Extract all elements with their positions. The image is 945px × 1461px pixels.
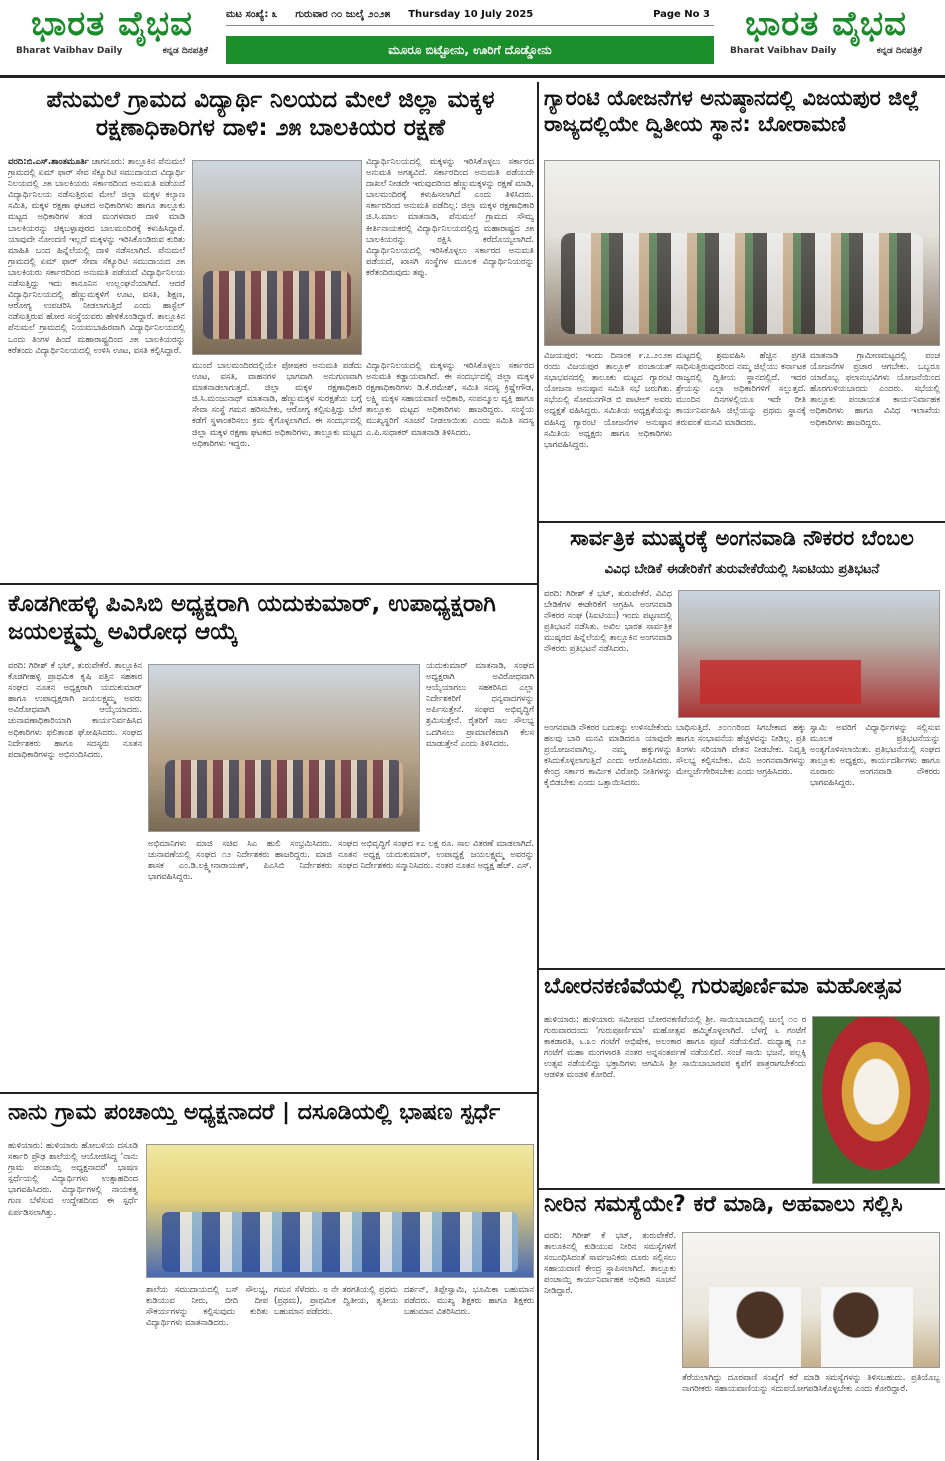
brand-logo-left [6,2,218,74]
tagline: ಮೂರೂ ಬಿಟ್ಟೋನು, ಊರಿಗೆ ದೊಡ್ಡೋನು [226,36,714,64]
article-photo [192,160,362,355]
section-divider [539,521,945,523]
brand-title: ಭಾರತ ವೈಭವ [31,4,193,44]
article-body: ಮಟ್ಟದಲ್ಲಿ ಶ್ರಮವಹಿಸಿ ಹೆಚ್ಚಿನ ಪ್ರಗತಿ ಸಾಧಿಸುತ್ತಿರುವುದರಿಂದ ನಮ್ಮ ಜಿಲ್ಲೆಯು ಕರ್ನಾಟಕ ರಾಜ್ಯದಲ್ಲಿ ದ್ವಿತೀಯ ಸ್ಥಾನದಲ್ಲಿದೆ. ಇದರ ಶ್ರೇಯಸ್ಸು ಎಲ್ಲಾ ಅಧಿಕಾರಿಗಳಿಗೆ ಸಲ್ಲುತ್ತದೆ. ಮುಂದಿನ ದಿನಗಳಲ್ಲಿಯೂ ಇದೇ ರೀತಿ ಕಾರ್ಯನಿರ್ವಹಿಸಿ ಜಿಲ್ಲೆಯನ್ನು ಪ್ರಥಮ ಸ್ಥಾನಕ್ಕೆ ತರುವಂತೆ ಮನವಿ ಮಾಡಿದರು. [676,350,806,427]
date-en: Thursday 10 July 2025 [408,9,534,20]
brand-sub-en: Bharat Vaibhav Daily [730,46,837,56]
article-body: ಶಾಲೆಯ ಸಮುದಾಯದಲ್ಲಿ ಬಸ್ ಸೌಲಭ್ಯ, ಕುಡಿಯುವ ನೀರು, ಬೀದಿ ದೀಪ ಸೌಕರ್ಯಗಳನ್ನು ಕಲ್ಪಿಸುವುದು ಕುರಿತು ವಿದ್ಯಾರ್ಥಿಗಳು ಮಾತನಾಡಿದರು. [146,1284,268,1328]
article-body: ಹುಳಿಯಾರು: ಹುಳಿಯಾರು ಹೋಬಳಿಯ ದಸೂಡಿ ಸರ್ಕಾರಿ ಪ್ರೌಢ ಶಾಲೆಯಲ್ಲಿ ಆಯೋಜಿಸಿದ್ದ 'ನಾನು ಗ್ರಾಮ ಪಂಚಾಯ್ತಿ ಅಧ್ಯಕ್ಷನಾದರೆ' ಭಾಷಣ ಸ್ಪರ್ಧೆಯಲ್ಲಿ ವಿದ್ಯಾರ್ಥಿಗಳು ಉತ್ಸಾಹದಿಂದ ಭಾಗವಹಿಸಿದರು. ವಿದ್ಯಾರ್ಥಿಗಳಲ್ಲಿ ನಾಯಕತ್ವ ಗುಣ ಬೆಳೆಸುವ ಉದ್ದೇಶದಿಂದ ಈ ಸ್ಪರ್ಧೆ ಏರ್ಪಡಿಸಲಾಗಿತ್ತು. [8,1140,138,1217]
article-body: ಅಭಿಮಾನಿಗಳು ಮಾಜಿ ಸಚಿವ ಸಿಎ ಹುಲಿ ಸಂಭ್ರಮಿಸಿದರು. ಚುನಾವಣೆಯಲ್ಲಿ ಸಂಘದ ೧೨ ನಿರ್ದೇಶಕರು ಹಾಜರಿದ್ದರು. ಮಾಜಿ ಶಾಸಕ ಎಂ.ಡಿ.ಲಕ್ಷ್ಮೀನಾರಾಯಣ್, ಪಿಎಸಿಬಿ ನಿರ್ದೇಶಕರು ಭಾಗವಹಿಸಿದ್ದರು. [148,838,332,882]
article-body: ಯದುಕುಮಾರ್ ಮಾತನಾಡಿ, ಸಂಘದ ಅಧ್ಯಕ್ಷರಾಗಿ ಅವಿರೋಧವಾಗಿ ಆಯ್ಕೆಯಾಗಲು ಸಹಕರಿಸಿದ ಎಲ್ಲಾ ನಿರ್ದೇಶಕರಿಗೆ ಧನ್ಯವಾದಗಳನ್ನು ಅರ್ಪಿಸುತ್ತೇನೆ. ಸಂಘದ ಅಭಿವೃದ್ಧಿಗೆ ಶ್ರಮಿಸುತ್ತೇನೆ. ರೈತರಿಗೆ ಸಾಲ ಸೌಲಭ್ಯ ಒದಗಿಸಲು ಪ್ರಾಮಾಣಿಕವಾಗಿ ಕೆಲಸ ಮಾಡುತ್ತೇನೆ ಎಂದು ತಿಳಿಸಿದರು. [426,660,534,748]
article-photo [148,664,420,832]
brand-title: ಭಾರತ ವೈಭವ [745,4,907,44]
page-number: Page No 3 [653,9,710,20]
article-body: ವಿಜಯಪುರ: ಇಂದು ದಿನಾಂಕ ೯.೭.೨೦೨೫ ರಂದು ವಿಜಯಪುರ ತಾಲ್ಲೂಕ್ ಪಂಚಾಯತ್ ಸಭಾಭವನದಲ್ಲಿ ತಾಲೂಕು ಮಟ್ಟದ ಗ್ಯಾರಂಟಿ ಯೋಜನಾ ಅನುಷ್ಠಾನ ಸಮಿತಿ ಸಭೆ ಜರುಗಿತು. ಸಭೆಯಲ್ಲಿ ಸೋಮನಗೌಡ ಬಿ ಪಾಟೀಲ್ ಅವರು ಅಧ್ಯಕ್ಷತೆ ವಹಿಸಿದ್ದರು. ಸಮಿತಿಯ ಅಧ್ಯಕ್ಷತೆಯನ್ನು ವಹಿಸಿದ್ದ ಗ್ಯಾರಂಟಿ ಯೋಜನೆಗಳ ಅನುಷ್ಠಾನ ಸಮಿತಿಯ ಅಧ್ಯಕ್ಷರು ಹಾಗೂ ಅಧಿಕಾರಿಗಳು ಭಾಗವಹಿಸಿದ್ದರು. [544,350,672,449]
article-subheadline: ವಿವಿಧ ಬೇಡಿಕೆ ಈಡೇರಿಕೆಗೆ ತುರುವೇಕೆರೆಯಲ್ಲಿ ಸಿಐಟಿಯು ಪ್ರತಿಭಟನೆ [604,562,880,577]
brand-sub-en: Bharat Vaibhav Daily [16,46,123,56]
article-headline: ನಾನು ಗ್ರಾಮ ಪಂಚಾಯ್ತಿ ಅಧ್ಯಕ್ಷನಾದರೆ | ದಸೂಡಿಯಲ್ಲಿ ಭಾಷಣ ಸ್ಪರ್ಧೆ [8,1100,501,1125]
article-photo [146,1144,534,1278]
article-body: ವರದಿ: ಗಿರೀಶ್ ಕೆ ಭಟ್, ತುರುವೇಕೆರೆ. ತಾಲೂಕಿನಲ್ಲಿ ಕುಡಿಯುವ ನೀರಿನ ಸಮಸ್ಯೆಗಳಿಗೆ ಸಂಬಂಧಿಸಿದಂತೆ ಸಾರ್ವಜನಿಕರು ದೂರು ಸಲ್ಲಿಸಲು ಸಹಾಯವಾಣಿ ಕೇಂದ್ರ ಸ್ಥಾಪಿಸಲಾಗಿದೆ. ತಾಲ್ಲೂಕು ಪಂಚಾಯ್ತಿ ಕಾರ್ಯನಿರ್ವಾಹಕ ಅಧಿಕಾರಿ ಸೂಚನೆ ನೀಡಿದ್ದಾರೆ. [544,1230,676,1296]
article-body: ತೆರೆಯಲಾಗಿದ್ದು ದೂರವಾಣಿ ಸಂಖ್ಯೆಗೆ ಕರೆ ಮಾಡಿ ಸಮಸ್ಯೆಗಳನ್ನು ತಿಳಿಸಬಹುದು. ಪ್ರತಿಯೊಬ್ಬ ನಾಗರೀಕರು ಸಹಾಯವಾಣಿಯನ್ನು ಸದುಪಯೋಗಪಡಿಸಿಕೊಳ್ಳಬೇಕು ಎಂದು ಕೋರಿದ್ದಾರೆ. [682,1372,940,1394]
article-headline: ಗ್ಯಾರಂಟಿ ಯೋಜನೆಗಳ ಅನುಷ್ಠಾನದಲ್ಲಿ ವಿಜಯಪುರ ಜಿಲ್ಲೆ ರಾಜ್ಯದಲ್ಲಿಯೇ ದ್ವಿತೀಯ ಸ್ಥಾನ: ಬೋರಾಮಣಿ [544,86,920,136]
article-body: ವಿದ್ಯಾರ್ಥಿನಿಲಯದಲ್ಲಿ ಮಕ್ಕಳನ್ನು ಇರಿಸಿಕೊಳ್ಳಲು ಸರ್ಕಾರದ ಅನುಮತಿ ಅಗತ್ಯವಿದೆ. ಸರ್ಕಾರದಿಂದ ಅನುಮತಿ ಪಡೆಯದೇ ದಾಖಲೆ ನೀಡದೇ ಇರುವುದರಿಂದ ಹೆಣ್ಣುಮಕ್ಕಳನ್ನು ರಕ್ಷಣೆ ಮಾಡಿ, ಬಾಲಮಂದಿರಕ್ಕೆ ಕಳುಹಿಸಲಾಗಿದೆ ಎಂದು ತಿಳಿಸಿದರು. ಸರ್ಕಾರದಿಂದ ಅನುಮತಿ ಪಡೆದಿಲ್ಲ: ಜಿಲ್ಲಾ ಮಕ್ಕಳ ರಕ್ಷಣಾಧಿಕಾರಿ ಜಿ.ಸಿ.ಮಾಲ ಮಾತನಾಡಿ, ಪೆನುಮಲೆ ಗ್ರಾಮದ ಸೌಮ್ಯ ಕೀರ್ತಿನಾಯಕರಲ್ಲಿ ವಿದ್ಯಾರ್ಥಿನಿಲಯದಲ್ಲಿದ್ದ ಮಹಾರಾಷ್ಟ್ರದ ೨೫ ಬಾಲಕಿಯರನ್ನು ರಕ್ಷಿಸಿ ಕರೆದೊಯ್ಯಲಾಗಿದೆ. ವಿದ್ಯಾರ್ಥಿನಿಲಯದಲ್ಲಿ ಇರಿಸಿಕೊಳ್ಳಲು ಸರ್ಕಾರದ ಅನುಮತಿ ಪಡೆಯದೆ, ಖಾಸಗಿ ಸಂಸ್ಥೆಗಳ ಮೂಲಕ ವಿದ್ಯಾರ್ಥಿನಿಯರನ್ನು ಕರೆತಂದಿರುವುದು ತಪ್ಪು. [366,156,534,277]
article-photo [544,160,940,346]
article-body: ಅಂಗನವಾಡಿ ನೌಕರರ ಬದುಕನ್ನು ಉಳಿಸಬೇಕೆಂದು ಹಲವು ಬಾರಿ ಮನವಿ ಮಾಡಿದರೂ ಯಾವುದೇ ಪ್ರಯೋಜನವಾಗಿಲ್ಲ. ನಮ್ಮ ಹಕ್ಕುಗಳನ್ನು ಕಸಿದುಕೊಳ್ಳಲಾಗುತ್ತಿದೆ ಎಂದು ಆರೋಪಿಸಿದರು. ಕೇಂದ್ರ ಸರ್ಕಾರ ಕಾರ್ಮಿಕ ವಿರೋಧಿ ನೀತಿಗಳನ್ನು ಕೈಬಿಡಬೇಕು ಎಂದು ಒತ್ತಾಯಿಸಿದರು. [544,722,672,788]
article-body [8,156,185,576]
article-body: ವರದಿ: ಗಿರೀಶ್ ಕೆ ಭಟ್, ತುರುವೇಕೆರೆ. ವಿವಿಧ ಬೇಡಿಕೆಗಳ ಈಡೇರಿಕೆಗೆ ಆಗ್ರಹಿಸಿ ಅಂಗನವಾಡಿ ನೌಕರರ ಸಂಘ (ಸಿಐಟಿಯು) ಇಂದು ಪಟ್ಟಣದಲ್ಲಿ ಪ್ರತಿಭಟನೆ ನಡೆಸಿತು. ಅಖಿಲ ಭಾರತ ಸಾರ್ವತ್ರಿಕ ಮುಷ್ಕರದ ಹಿನ್ನೆಲೆಯಲ್ಲಿ ತಾಲ್ಲೂಕಿನ ಅಂಗನವಾಡಿ ನೌಕರರು ಪ್ರತಿಭಟನೆ ನಡೆಸಿದರು. [544,588,672,654]
brand-logo-right [720,2,932,74]
article-body: ಮಾತನಾಡಿ ಗ್ರಾಮೀಣಮಟ್ಟದಲ್ಲಿ ಪಂಚ ಯೋಜನೆಗಳ ಪ್ರಚಾರ ಆಗಬೇಕು. ಒಬ್ಬರೂ ಯಾರೊಬ್ಬ ಫಲಾನುಭವಿಗಳು ಯೋಜನೆಯಿಂದ ಹೊರಗುಳಿಯಬಾರದು ಎಂದರು. ಸಭೆಯಲ್ಲಿ ತಾಲ್ಲೂಕು ಪಂಚಾಯತ ಕಾರ್ಯನಿರ್ವಾಹಕ ಅಧಿಕಾರಿಗಳು ಹಾಗೂ ವಿವಿಧ ಇಲಾಖೆಯ ಅಧಿಕಾರಿಗಳು ಹಾಜರಿದ್ದರು. [810,350,940,427]
masthead [0,0,945,78]
article-photo [678,590,940,718]
article-body: ಗಮನ ಸೆಳೆದರು. ೮ ನೇ ತರಗತಿಯಲ್ಲಿ ಪ್ರಥಮ (ಪ್ರಥಮ), ಪ್ರಾಥಮಿಕ ದ್ವಿತೀಯ, ತೃತೀಯ ಬಹುಮಾನ ಪಡೆದರು. [274,1284,398,1317]
article-body: ವಿದ್ಯಾರ್ಥಿನಿಲಯದಲ್ಲಿ ಮಕ್ಕಳನ್ನು ಇರಿಸಿಕೊಳ್ಳಲು ಸರ್ಕಾರದ ಅನುಮತಿ ಕಡ್ಡಾಯವಾಗಿದೆ. ಈ ಸಂದರ್ಭದಲ್ಲಿ ಜಿಲ್ಲಾ ಮಕ್ಕಳ ರಕ್ಷಣಾಧಿಕಾರಿಗಳು ಡಿ.ಕೆ.ರಮೇಶ್, ಸಮಿತಿ ಸದಸ್ಯ ಕ್ರಿಷ್ಣೇಗೌಡ, ಲಕ್ಷ್ಮಿ ಮಕ್ಕಳ ಸಹಾಯವಾಣಿ ಅಧಿಕಾರಿ, ಸಂಪನ್ಮೂಲ ವ್ಯಕ್ತಿ ಹಾಗೂ ತಾಲ್ಲೂಕು ಮಟ್ಟದ ಅಧಿಕಾರಿಗಳು ಹಾಜರಿದ್ದರು. ಸಂಸ್ಥೆಯ ಮುಖ್ಯಸ್ಥರಿಗೆ ಸೂಚನೆ ನೀಡಲಾಯಿತು ಎಂದು ಸಮಿತಿ ಸದಸ್ಯ ಎ.ಪಿ.ಸುಧಾಕರ್ ಮಾತನಾಡಿ ತಿಳಿಸಿದರು. [366,360,534,437]
article-dateline: ವರದಿ:ಬಿ.ಎಸ್.ಶಾಂತಮೂರ್ತಿ [8,156,89,166]
brand-sub-kn: ಕನ್ನಡ ದಿನಪತ್ರಿಕೆ [876,46,922,56]
brand-sub-kn: ಕನ್ನಡ ದಿನಪತ್ರಿಕೆ [162,46,208,56]
article-text: ಚಾಗನೂರು: ತಾಲ್ಲೂಕಿನ ಪೆನುಮಲೆ ಗ್ರಾಮದಲ್ಲಿ ಏಮ್ ಫಾರ್ ಸೇವ ಸೆಕ್ಯೂರಿಟಿ ಸಮುದಾಯದ ವಿದ್ಯಾರ್ಥಿ ನಿಲಯದಲ್ಲಿ ೨೫ ಬಾಲಕಿಯರು ಸರ್ಕಾರದಿಂದ ಅನುಮತಿ ಪಡೆಯದೆ ವಿದ್ಯಾರ್ಥಿನಿಲಯ ನಡೆಸುತ್ತಿರುವ ಮೇಲೆ ಜಿಲ್ಲಾ ಮಕ್ಕಳ ಕಲ್ಯಾಣ ಸಮಿತಿ, ಮಕ್ಕಳ ರಕ್ಷಣಾ ಘಟಕದ ಅಧಿಕಾರಿಗಳು ಹಾಗೂ ತಾಲ್ಲೂಕು ಮಟ್ಟದ ಅಧಿಕಾರಿಗಳ ತಂಡ ಮಂಗಳವಾರ ದಾಳಿ ಮಾಡಿ ಬಾಲಕಿಯರನ್ನು ಚಿಕ್ಕಬಳ್ಳಾಪುರದ ಬಾಲಮಂದಿರಕ್ಕೆ ಕಳುಹಿಸಿದ್ದಾರೆ. ಯಾವುದೇ ನೋಂದಣಿ ಇಲ್ಲದೆ ಮಕ್ಕಳನ್ನು ಇರಿಸಿಕೊಂಡಿರುವ ಕುರಿತು ಮಾಹಿತಿ ಬಂದ ಹಿನ್ನೆಲೆಯಲ್ಲಿ ದಾಳಿ ನಡೆಸಲಾಗಿದೆ. ಪೆನುಮಲೆ ಗ್ರಾಮದಲ್ಲಿ ಏಮ್ ಫಾರ್ ಸೇವಾ ಸೆಕ್ಯೂರಿಟಿ ಸಮುದಾಯದ ೨೫ ಬಾಲಕಿಯರು ಸರ್ಕಾರದಿಂದ ಅನುಮತಿ ಪಡೆಯದೆ ವಿದ್ಯಾರ್ಥಿನಿಲಯ ನಡೆಸುತ್ತಿದ್ದು ಇದು ಕಾನೂನಿನ ಉಲ್ಲಂಘನೆಯಾಗಿದೆ. ಆದರೆ ವಿದ್ಯಾರ್ಥಿನಿಲಯದಲ್ಲಿ ಹೆಣ್ಣುಮಕ್ಕಳಿಗೆ ಊಟ, ವಸತಿ, ಶಿಕ್ಷಣ, ಆರೋಗ್ಯ ಉಪಚರಿಸಿ ನೀಡಲಾಗುತ್ತಿದೆ ಎಂದು ಹಾಸ್ಟೆಲ್ ನಡೆಸುತ್ತಿರುವ ಹೋರ ಸಂಸ್ಥೆಯವರು ಹೇಳಿಕೊಂಡಿದ್ದಾರೆ. ತಾಲ್ಲೂಕಿನ ಪೆನುಮಲೆ ಗ್ರಾಮದಲ್ಲಿ ನಿಯಮಬಾಹಿರವಾಗಿ ವಿದ್ಯಾರ್ಥಿನಿಲಯದಲ್ಲಿ ಒಂದು ತಿಂಗಳ ಹಿಂದೆ ಮಹಾರಾಷ್ಟ್ರದಿಂದ ೨೫ ಬಾಲಕಿಯರನ್ನು ಕರೆತಂದು ವಿದ್ಯಾರ್ಥಿನಿಲಯದಲ್ಲಿ ಉಳಿಸಿ ಊಟ, ವಸತಿ ಕಲ್ಪಿಸಿದ್ದಾರೆ. [8,156,185,355]
section-divider [0,1092,537,1094]
article-body: ಹುಳಿಯಾರು: ಹುಳಿಯಾರು ಸಮೀಪದ ಬೋರನಕಣಿವೆಯಲ್ಲಿ ಶ್ರೀ. ಸಾಯಿಬಾಬಾದಲ್ಲಿ ಜುಲೈ ೧೦ ರ ಗುರುವಾರದಂದು 'ಗುರುಪೂರ್ಣಿಮಾ' ಮಹೋತ್ಸವ ಹಮ್ಮಿಕೊಳ್ಳಲಾಗಿದೆ. ಬೆಳಗ್ಗೆ ೬ ಗಂಟೆಗೆ ಕಾಕಡಾರತಿ, ೬.೩೦ ಗಂಟೆಗೆ ಅಭಿಷೇಕ, ಅಲಂಕಾರ ಹಾಗೂ ಪೂಜೆ ನಡೆಯಲಿದೆ. ಮಧ್ಯಾಹ್ನ ೧೨ ಗಂಟೆಗೆ ಮಹಾ ಮಂಗಳಾರತಿ ನಂತರ ಅನ್ನಸಂತರ್ಪಣೆ ನಡೆಯಲಿದೆ. ಸಂಜೆ ಸಾಯಿ ಭಜನೆ, ಪಲ್ಲಕ್ಕಿ ಉತ್ಸವ ನಡೆಯಲಿದ್ದು ಭಕ್ತಾದಿಗಳು ಆಗಮಿಸಿ ಶ್ರೀ ಸಾಯಿಬಾಬಾರವರ ಕೃಪೆಗೆ ಪಾತ್ರರಾಗಬೇಕೆಂದು ಆಡಳಿತ ಮಂಡಳಿ ಕೋರಿದೆ. [544,1014,806,1080]
article-photo [682,1232,940,1368]
article-headline: ಪೆನುಮಲೆ ಗ್ರಾಮದ ವಿದ್ಯಾರ್ಥಿ ನಿಲಯದ ಮೇಲೆ ಜಿಲ್ಲಾ ಮಕ್ಕಳ ರಕ್ಷಣಾಧಿಕಾರಿಗಳ ದಾಳಿ: ೨೫ ಬಾಲಕಿಯರ ರಕ್ಷಣೆ [46,87,495,142]
article-headline: ಸಾರ್ವತ್ರಿಕ ಮುಷ್ಕರಕ್ಕೆ ಅಂಗನವಾಡಿ ನೌಕರರ ಬೆಂಬಲ [570,526,914,550]
article-headline: ನೀರಿನ ಸಮಸ್ಯೆಯೇ? ಕರೆ ಮಾಡಿ, ಅಹವಾಲು ಸಲ್ಲಿಸಿ [544,1192,903,1217]
section-divider [0,583,537,585]
article-headline: ಬೋರನಕಣಿವೆಯಲ್ಲಿ ಗುರುಪೂರ್ಣಿಮಾ ಮಹೋತ್ಸವ [544,974,902,999]
article-body: ದರ್ಶನ್, ತಿಪ್ಪೇಸ್ವಾಮಿ, ಭೂಮಿಕಾ ಬಹುಮಾನ ಪಡೆದರು. ಮುಖ್ಯ ಶಿಕ್ಷಕರು ಹಾಗೂ ಶಿಕ್ಷಕರು ಬಹುಮಾನ ವಿತರಿಸಿದರು. [404,1284,534,1317]
article-headline: ಕೊಡಗೀಹಳ್ಳಿ ಪಿಎಸಿಬಿ ಅಧ್ಯಕ್ಷರಾಗಿ ಯದುಕುಮಾರ್, ಉಪಾಧ್ಯಕ್ಷರಾಗಿ ಜಯಲಕ್ಷ್ಮಮ್ಮ ಅವಿರೋಧ ಆಯ್ಕೆ [8,591,496,646]
article-photo [812,1016,940,1184]
volume: ಮಟ ಸಂಖ್ಯೆ: ೩ [226,9,278,20]
article-body: ವರದಿ: ಗಿರೀಶ್ ಕೆ ಭಟ್, ತುರುವೇಕೆರೆ. ತಾಲ್ಲೂಕಿನ ಕೊಡಗೀಹಳ್ಳಿ ಪ್ರಾಥಮಿಕ ಕೃಷಿ ಪತ್ತಿನ ಸಹಕಾರ ಸಂಘದ ನೂತನ ಅಧ್ಯಕ್ಷರಾಗಿ ಯದುಕುಮಾರ್ ಹಾಗೂ ಉಪಾಧ್ಯಕ್ಷರಾಗಿ ಜಯಲಕ್ಷ್ಮಮ್ಮ ಅವರು ಅವಿರೋಧವಾಗಿ ಆಯ್ಕೆಯಾದರು. ಚುನಾವಣಾಧಿಕಾರಿಯಾಗಿ ಕಾರ್ಯನಿರ್ವಹಿಸಿದ ಅಧಿಕಾರಿಗಳು ಫಲಿತಾಂಶ ಘೋಷಿಸಿದರು. ಸಂಘದ ನಿರ್ದೇಶಕರು ಹಾಗೂ ಸದಸ್ಯರು ನೂತನ ಪದಾಧಿಕಾರಿಗಳನ್ನು ಅಭಿನಂದಿಸಿದರು. [8,660,142,759]
section-divider [539,1188,945,1190]
article-body: ಸಂಘದ ಅಭಿವೃದ್ಧಿಗೆ ಸಂಘದ ೯೭ ಲಕ್ಷ ರೂ. ಸಾಲ ವಿತರಣೆ ಮಾಡಲಾಗಿದೆ. ನೂತನ ಅಧ್ಯಕ್ಷ ಯದುಕುಮಾರ್, ಉಪಾಧ್ಯಕ್ಷೆ ಜಯಲಕ್ಷ್ಮಮ್ಮ ಅವರನ್ನು ಸಂಘದ ನಿರ್ದೇಶಕರು ಸನ್ಮಾನಿಸಿದರು. ನಂತರ ನೂತನ ಅಧ್ಯಕ್ಷ ಹೆಚ್. ಎಸ್. [338,838,534,871]
column-divider [537,82,539,1460]
section-divider [539,968,945,970]
article-body: ಸ್ವಾಮಿ ಅವರಿಗೆ ವಿಧ್ಯಾರ್ಥಿಗಳನ್ನು ಸಲ್ಲಿಸುವ ಮೂಲಕ ಪ್ರತಿಭಟನೆಯನ್ನು ಅಂತ್ಯಗೊಳಿಸಲಾಯಿತು. ಪ್ರತಿಭಟನೆಯಲ್ಲಿ ಸಂಘದ ತಾಲ್ಲೂಕು ಅಧ್ಯಕ್ಷರು, ಕಾರ್ಯದರ್ಶಿಗಳು ಹಾಗೂ ನೂರಾರು ಅಂಗನವಾಡಿ ನೌಕರರು ಭಾಗವಹಿಸಿದ್ದರು. [810,722,940,788]
article-body: ಮುಂದೆ ಬಾಲಮಂದಿರದಲ್ಲಿಯೇ ಪೋಷಕರ ಅನುಮತಿ ಪಡೆದು ಊಟ, ವಸತಿ, ವಾಹನಗಳ ಭಾಗವಾಗಿ ಅನುಗುಣವಾಗಿ ಮಾತನಾಡಲಾಗುತ್ತದೆ. ಜಿಲ್ಲಾ ಮಕ್ಕಳ ರಕ್ಷಣಾಧಿಕಾರಿ ಜಿ.ಸಿ.ಮಂಜುನಾಥ್ ಮಾತನಾಡಿ, ಹೆಣ್ಣುಮಕ್ಕಳ ಸುರಕ್ಷತೆಯ ಬಗ್ಗೆ ಸೇವಾ ಸಂಸ್ಥೆ ಗಮನ ಹರಿಸಬೇಕು, ಆರೋಗ್ಯ ಕಲ್ಪಿಸುತ್ತಿದ್ದು ಬೇರೆ ಕಡೆಗೆ ಸ್ಥಳಾಂತರಿಸಲು ಕ್ರಮ ಕೈಗೊಳ್ಳಲಾಗಿದೆ. ಈ ಸಂದರ್ಭದಲ್ಲಿ ಜಿಲ್ಲಾ ಮಕ್ಕಳ ರಕ್ಷಣಾ ಘಟಕದ ಅಧಿಕಾರಿಗಳು, ತಾಲ್ಲೂಕು ಮಟ್ಟದ ಅಧಿಕಾರಿಗಳು ಇದ್ದರು. [192,360,362,448]
date-kn: ಗುರುವಾರ ೧೦ ಜುಲೈ ೨೦೨೫ [295,9,391,20]
issue-strip [226,4,714,26]
article-body: ಬಾಧಿಸುತ್ತಿದೆ. ೨೦೧೧ರಿಂದ ಸಿಗಬೇಕಾದ ಹಕ್ಕು ಹಾಗೂ ಸಂಭಾವನೆಯ ಹೆಚ್ಚಳವನ್ನು ನೀಡಿಲ್ಲ. ಪ್ರತಿ ತಿಂಗಳು ಸರಿಯಾಗಿ ವೇತನ ನೀಡಬೇಕು. ನಿವೃತ್ತಿ ಸೌಲಭ್ಯ ಕಲ್ಪಿಸಬೇಕು. ಮಿನಿ ಅಂಗನವಾಡಿಗಳನ್ನು ಮೇಲ್ದರ್ಜೆಗೇರಿಸಬೇಕು ಎಂದು ಆಗ್ರಹಿಸಿದರು. [676,722,806,777]
